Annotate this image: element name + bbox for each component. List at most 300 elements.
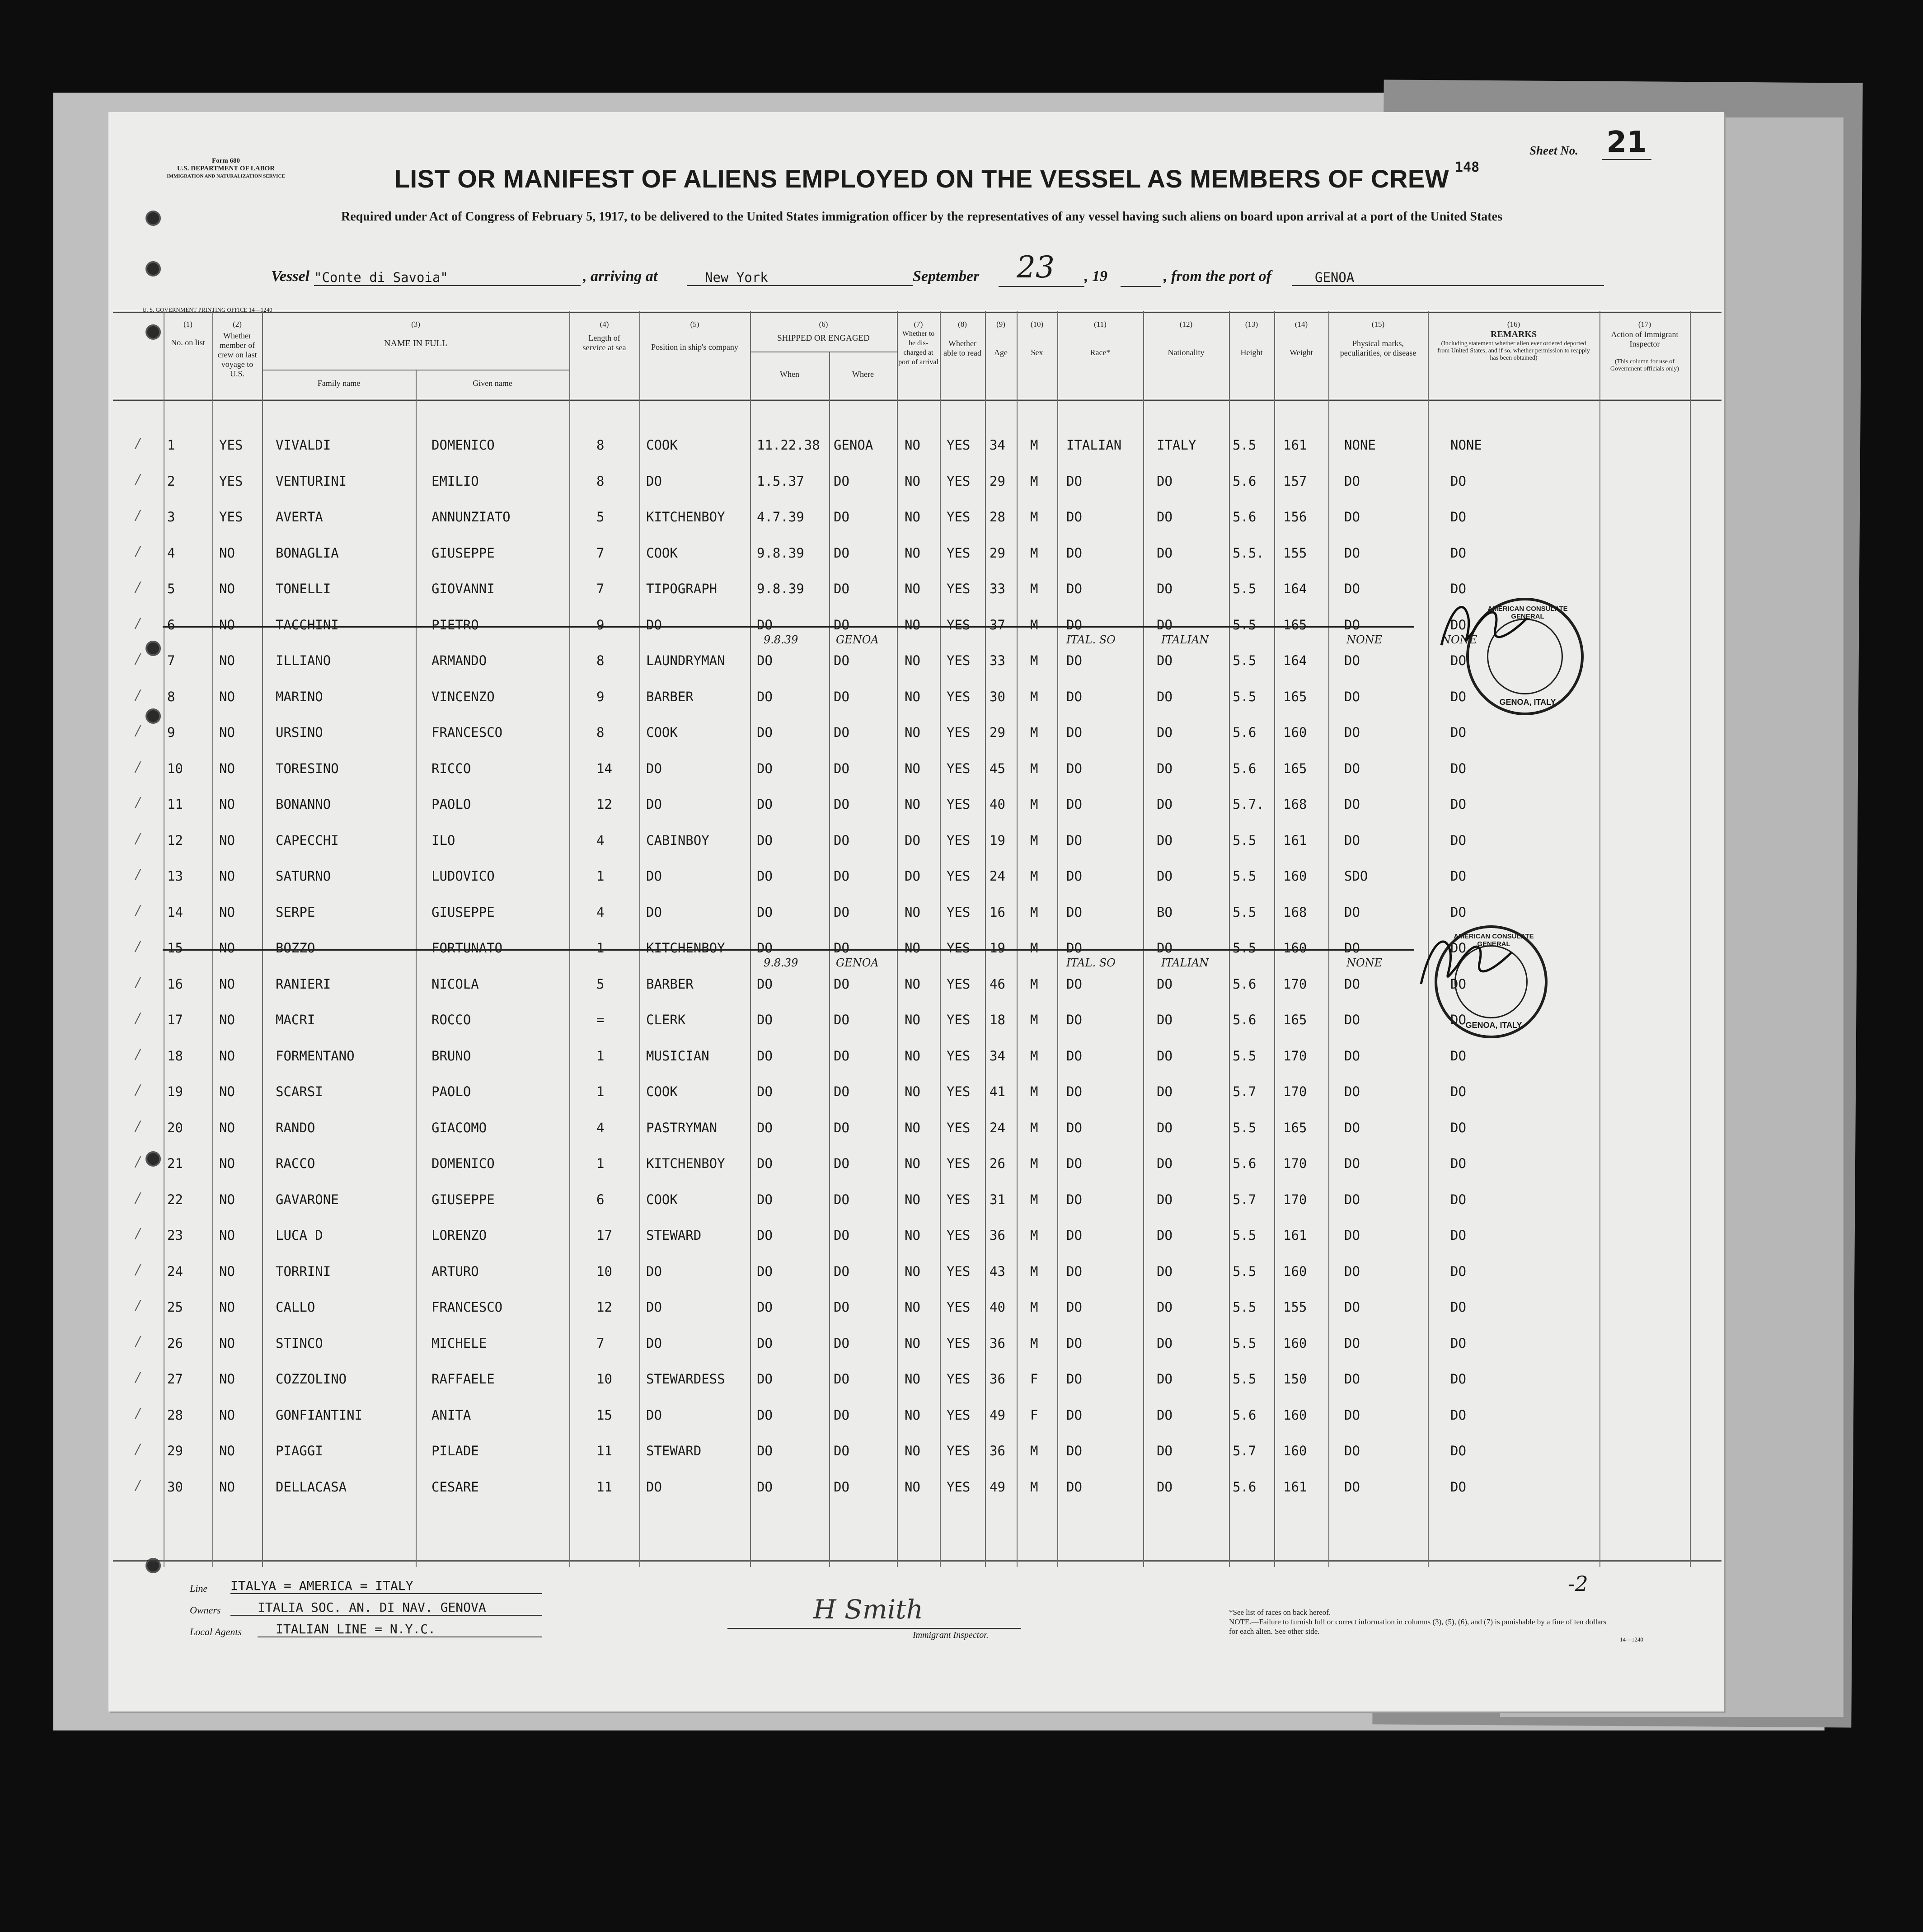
cell-sex: M: [1030, 904, 1038, 920]
cell-last-voyage: NO: [219, 1012, 235, 1027]
cell-age: 41: [990, 1084, 1005, 1099]
cell-given-name: DOMENICO: [432, 1156, 495, 1171]
service: IMMIGRATION AND NATURALIZATION SERVICE: [167, 174, 285, 179]
cell-nationality: DO: [1157, 1120, 1173, 1135]
col-header-discharged: Whether to be dis-charged at port of arrival: [898, 330, 938, 366]
check-mark: /: [136, 1154, 141, 1170]
cell-physical-marks: DO: [1344, 1048, 1360, 1064]
cell-race: DO: [1066, 1371, 1082, 1387]
cell-shipped-when: DO: [757, 1012, 773, 1027]
cell-position: COOK: [646, 1084, 678, 1099]
cell-physical-marks: DO: [1344, 545, 1360, 561]
cell-service-length: 9: [596, 689, 605, 704]
cell-service-length: 4: [596, 904, 605, 920]
cell-row-number: 1: [167, 437, 175, 453]
check-mark: /: [136, 759, 141, 775]
col-header-remarks-note: (Including statement whether alien ever ordered deported from United States, and if so, whether permission to reapply has been obtained): [1437, 340, 1590, 361]
cell-discharged: NO: [905, 617, 920, 633]
check-mark: /: [136, 1082, 141, 1098]
table-row: [108, 1080, 1724, 1107]
cell-sex: M: [1030, 1299, 1038, 1315]
form-code: 14—1240: [1620, 1636, 1643, 1643]
cell-given-name: DOMENICO: [432, 437, 495, 453]
cell-able-to-read: YES: [947, 545, 971, 561]
cell-nationality: DO: [1157, 653, 1173, 668]
cell-weight: 161: [1283, 1228, 1307, 1243]
cell-given-name: ARTURO: [432, 1263, 479, 1279]
cell-family-name: VIVALDI: [276, 437, 331, 453]
cell-given-name: NICOLA: [432, 976, 479, 992]
cell-position: BARBER: [646, 689, 694, 704]
cell-service-length: 12: [596, 1299, 612, 1315]
cell-race: DO: [1066, 545, 1082, 561]
cell-service-length: =: [596, 1012, 605, 1027]
cell-physical-marks: DO: [1344, 509, 1360, 525]
cell-physical-marks: DO: [1344, 1407, 1360, 1423]
cell-height: 5.6: [1233, 725, 1257, 740]
col-num-7: (7): [914, 320, 923, 328]
cell-shipped-where: GENOA: [834, 437, 873, 453]
cell-sex: M: [1030, 976, 1038, 992]
cell-race: DO: [1066, 940, 1082, 956]
cell-weight: 160: [1283, 1407, 1307, 1423]
cell-sex: M: [1030, 725, 1038, 740]
cell-remarks: DO: [1450, 1263, 1466, 1279]
cell-age: 29: [990, 725, 1005, 740]
check-mark: /: [136, 1261, 141, 1278]
cell-able-to-read: YES: [947, 1299, 971, 1315]
table-row: [108, 470, 1724, 497]
cell-age: 18: [990, 1012, 1005, 1027]
col-header-nationality: Nationality: [1168, 348, 1205, 357]
cell-able-to-read: YES: [947, 1048, 971, 1064]
cell-position: STEWARD: [646, 1443, 702, 1458]
cell-shipped-when: 1.5.37: [757, 473, 804, 489]
table-row: [108, 1440, 1724, 1467]
cell-sex: M: [1030, 545, 1038, 561]
check-mark: /: [136, 1190, 141, 1206]
stamp-text-bottom: GENOA, ITALY: [1499, 698, 1556, 707]
cell-physical-marks: DO: [1344, 1263, 1360, 1279]
cell-row-number: 21: [167, 1156, 183, 1171]
cell-last-voyage: NO: [219, 832, 235, 848]
cell-race: DO: [1066, 689, 1082, 704]
cell-physical-marks: DO: [1344, 1228, 1360, 1243]
cell-sex: M: [1030, 1084, 1038, 1099]
stamp-text-bottom: GENOA, ITALY: [1465, 1021, 1522, 1030]
cell-remarks: DO: [1450, 1084, 1466, 1099]
col-header-family-name: Family name: [317, 379, 361, 388]
cell-age: 49: [990, 1407, 1005, 1423]
cell-nationality: DO: [1157, 1479, 1173, 1495]
cell-remarks: DO: [1450, 904, 1466, 920]
cell-nationality: DO: [1157, 760, 1173, 776]
cell-row-number: 23: [167, 1228, 183, 1243]
form-number: Form 680: [211, 157, 240, 164]
col-header-weight: Weight: [1290, 348, 1313, 357]
cell-race: DO: [1066, 976, 1082, 992]
cell-row-number: 11: [167, 797, 183, 812]
table-row: [108, 1332, 1724, 1359]
cell-physical-marks: DO: [1344, 940, 1360, 956]
cell-last-voyage: YES: [219, 509, 243, 525]
col-header-age: Age: [994, 348, 1008, 357]
cell-race: DO: [1066, 797, 1082, 812]
cell-position: DO: [646, 1479, 662, 1495]
cell-race: DO: [1066, 473, 1082, 489]
cell-nationality: BO: [1157, 904, 1173, 920]
cell-able-to-read: YES: [947, 1084, 971, 1099]
cell-shipped-where: DO: [834, 1479, 849, 1495]
cell-race: DO: [1066, 1084, 1082, 1099]
cell-remarks: DO: [1450, 1048, 1466, 1064]
cell-discharged: NO: [905, 1120, 920, 1135]
cell-age: 36: [990, 1335, 1005, 1351]
col-header-shipped: SHIPPED OR ENGAGED: [777, 333, 870, 343]
cell-physical-marks: DO: [1344, 653, 1360, 668]
cell-row-number: 5: [167, 581, 175, 596]
strike-through-line: [163, 949, 1414, 951]
cell-able-to-read: YES: [947, 1156, 971, 1171]
col-num-2: (2): [233, 320, 242, 328]
vessel-line: [271, 250, 1672, 291]
cell-race: DO: [1066, 1443, 1082, 1458]
cell-age: 33: [990, 653, 1005, 668]
cell-height: 5.6: [1233, 1156, 1257, 1171]
cell-able-to-read: YES: [947, 904, 971, 920]
cell-service-length: 14: [596, 760, 612, 776]
cell-race: DO: [1066, 509, 1082, 525]
col-header-read: Whether able to read: [943, 339, 981, 357]
cell-last-voyage: NO: [219, 617, 235, 633]
col-header-no: No. on list: [171, 338, 205, 347]
col-num-1: (1): [183, 320, 192, 328]
cell-service-length: 9: [596, 617, 605, 633]
cell-position: DO: [646, 473, 662, 489]
cell-row-number: 19: [167, 1084, 183, 1099]
cell-family-name: FORMENTANO: [276, 1048, 355, 1064]
cell-age: 33: [990, 581, 1005, 596]
cell-shipped-when: DO: [757, 1407, 773, 1423]
cell-last-voyage: NO: [219, 725, 235, 740]
cell-row-number: 24: [167, 1263, 183, 1279]
col-num-12: (12): [1179, 320, 1193, 328]
cell-able-to-read: YES: [947, 1012, 971, 1027]
cell-family-name: BONANNO: [276, 797, 331, 812]
cell-position: LAUNDRYMAN: [646, 653, 725, 668]
footer-owner-block: [190, 1578, 687, 1669]
cell-height: 5.5.: [1233, 545, 1264, 561]
cell-service-length: 11: [596, 1479, 612, 1495]
cell-discharged: DO: [905, 868, 920, 884]
cell-height: 5.7.: [1233, 797, 1264, 812]
cell-sex: M: [1030, 509, 1038, 525]
cell-able-to-read: YES: [947, 617, 971, 633]
cell-position: STEWARDESS: [646, 1371, 725, 1387]
cell-remarks: DO: [1450, 832, 1466, 848]
from-port-label: , from the port of: [1163, 268, 1271, 285]
cell-physical-marks: DO: [1344, 1012, 1360, 1027]
cell-race: DO: [1066, 1012, 1082, 1027]
cell-height: 5.5: [1233, 617, 1257, 633]
cell-family-name: URSINO: [276, 725, 323, 740]
cell-given-name: EMILIO: [432, 473, 479, 489]
cell-last-voyage: NO: [219, 1084, 235, 1099]
cell-height: 5.5: [1233, 1263, 1257, 1279]
cell-remarks: DO: [1450, 1371, 1466, 1387]
cell-able-to-read: YES: [947, 832, 971, 848]
cell-discharged: NO: [905, 653, 920, 668]
cell-position: KITCHENBOY: [646, 1156, 725, 1171]
cell-nationality: DO: [1157, 868, 1173, 884]
handwritten-hand-where: GENOA: [836, 957, 879, 969]
cell-remarks: DO: [1450, 1479, 1466, 1495]
col-header-remarks: REMARKS: [1490, 329, 1537, 339]
cell-physical-marks: DO: [1344, 581, 1360, 596]
cell-shipped-when: DO: [757, 1263, 773, 1279]
cell-remarks: DO: [1450, 868, 1466, 884]
cell-position: KITCHENBOY: [646, 940, 725, 956]
cell-nationality: DO: [1157, 1263, 1173, 1279]
cell-position: MUSICIAN: [646, 1048, 709, 1064]
cell-service-length: 10: [596, 1263, 612, 1279]
check-mark: /: [136, 436, 141, 451]
cell-weight: 160: [1283, 1335, 1307, 1351]
cell-service-length: 15: [596, 1407, 612, 1423]
cell-shipped-where: DO: [834, 581, 849, 596]
cell-last-voyage: NO: [219, 1048, 235, 1064]
cell-row-number: 22: [167, 1191, 183, 1207]
cell-height: 5.6: [1233, 1479, 1257, 1495]
cell-remarks: DO: [1450, 725, 1466, 740]
cell-weight: 161: [1283, 437, 1307, 453]
cell-sex: F: [1030, 1371, 1038, 1387]
cell-weight: 168: [1283, 904, 1307, 920]
cell-sex: M: [1030, 1479, 1038, 1495]
cell-age: 31: [990, 1191, 1005, 1207]
cell-age: 26: [990, 1156, 1005, 1171]
cell-given-name: ARMANDO: [432, 653, 487, 668]
cell-row-number: 9: [167, 725, 175, 740]
cell-family-name: PIAGGI: [276, 1443, 323, 1458]
cell-weight: 161: [1283, 832, 1307, 848]
cell-able-to-read: YES: [947, 1335, 971, 1351]
cell-able-to-read: YES: [947, 1479, 971, 1495]
cell-service-length: 11: [596, 1443, 612, 1458]
cell-race: DO: [1066, 832, 1082, 848]
cell-physical-marks: SDO: [1344, 868, 1368, 884]
arrival-port: New York: [687, 270, 913, 286]
cell-shipped-when: DO: [757, 1156, 773, 1171]
cell-last-voyage: NO: [219, 1191, 235, 1207]
table-row: [108, 1296, 1724, 1323]
cell-shipped-when: DO: [757, 940, 773, 956]
cell-sex: M: [1030, 1228, 1038, 1243]
cell-able-to-read: YES: [947, 581, 971, 596]
cell-family-name: CALLO: [276, 1299, 315, 1315]
vessel-label: Vessel: [271, 268, 310, 285]
cell-family-name: RANIERI: [276, 976, 331, 992]
cell-family-name: MARINO: [276, 689, 323, 704]
cell-shipped-when: 9.8.39: [757, 581, 804, 596]
col-header-given-name: Given name: [473, 379, 512, 388]
cell-weight: 168: [1283, 797, 1307, 812]
cell-given-name: GIOVANNI: [432, 581, 495, 596]
cell-able-to-read: YES: [947, 976, 971, 992]
strike-through-line: [163, 626, 1414, 628]
cell-discharged: NO: [905, 581, 920, 596]
cell-given-name: FRANCESCO: [432, 725, 503, 740]
cell-family-name: RACCO: [276, 1156, 315, 1171]
cell-physical-marks: DO: [1344, 1371, 1360, 1387]
cell-row-number: 28: [167, 1407, 183, 1423]
cell-sex: M: [1030, 797, 1038, 812]
cell-family-name: BONAGLIA: [276, 545, 339, 561]
cell-remarks: DO: [1450, 545, 1466, 561]
cell-service-length: 12: [596, 797, 612, 812]
cell-remarks: DO: [1450, 1012, 1466, 1027]
cell-discharged: NO: [905, 1443, 920, 1458]
cell-nationality: DO: [1157, 1048, 1173, 1064]
col-header-sex: Sex: [1031, 348, 1043, 357]
cell-physical-marks: DO: [1344, 832, 1360, 848]
cell-height: 5.6: [1233, 1012, 1257, 1027]
cell-position: DO: [646, 617, 662, 633]
cell-last-voyage: YES: [219, 437, 243, 453]
cell-sex: F: [1030, 1407, 1038, 1423]
cell-last-voyage: NO: [219, 1371, 235, 1387]
consular-signature: [1432, 591, 1541, 659]
cell-able-to-read: YES: [947, 1263, 971, 1279]
line-value: ITALYA = AMERICA = ITALY: [230, 1578, 542, 1594]
table-row: [108, 1045, 1724, 1072]
cell-last-voyage: NO: [219, 653, 235, 668]
owners-label: Owners: [190, 1604, 221, 1616]
cell-given-name: LUDOVICO: [432, 868, 495, 884]
cell-age: 37: [990, 617, 1005, 633]
check-mark: /: [136, 1226, 141, 1242]
cell-family-name: RANDO: [276, 1120, 315, 1135]
cell-discharged: NO: [905, 1012, 920, 1027]
col-num-13: (13): [1245, 320, 1258, 328]
check-mark: /: [136, 723, 141, 739]
check-mark: /: [136, 687, 141, 703]
cell-race: DO: [1066, 1120, 1082, 1135]
check-mark: /: [136, 938, 141, 954]
cell-shipped-where: DO: [834, 1228, 849, 1243]
cell-shipped-where: DO: [834, 1407, 849, 1423]
cell-discharged: NO: [905, 1479, 920, 1495]
col-num-15: (15): [1371, 320, 1385, 328]
cell-position: COOK: [646, 545, 678, 561]
cell-weight: 164: [1283, 653, 1307, 668]
cell-row-number: 16: [167, 976, 183, 992]
handwritten-hand-marks: NONE: [1346, 957, 1383, 969]
cell-weight: 160: [1283, 1443, 1307, 1458]
cell-service-length: 7: [596, 581, 605, 596]
cell-row-number: 6: [167, 617, 175, 633]
cell-age: 40: [990, 797, 1005, 812]
manifest-sheet: [108, 112, 1724, 1712]
cell-shipped-when: 9.8.39: [757, 545, 804, 561]
cell-weight: 170: [1283, 1048, 1307, 1064]
page-title: LIST OR MANIFEST OF ALIENS EMPLOYED ON THE VESSEL AS MEMBERS OF CREW: [394, 164, 1449, 193]
cell-nationality: ITALY: [1157, 437, 1196, 453]
check-mark: /: [136, 1010, 141, 1026]
cell-able-to-read: YES: [947, 509, 971, 525]
cell-age: 28: [990, 509, 1005, 525]
department: U.S. DEPARTMENT OF LABOR: [177, 165, 275, 172]
cell-last-voyage: NO: [219, 1479, 235, 1495]
cell-shipped-where: DO: [834, 509, 849, 525]
cell-given-name: ANITA: [432, 1407, 471, 1423]
table-row: [108, 865, 1724, 892]
col-num-9: (9): [996, 320, 1005, 328]
cell-service-length: 7: [596, 1335, 605, 1351]
cell-family-name: BOZZO: [276, 940, 315, 956]
cell-remarks: DO: [1450, 1335, 1466, 1351]
cell-position: COOK: [646, 437, 678, 453]
cell-family-name: DELLACASA: [276, 1479, 347, 1495]
cell-family-name: COZZOLINO: [276, 1371, 347, 1387]
cell-nationality: DO: [1157, 1156, 1173, 1171]
cell-height: 5.5: [1233, 904, 1257, 920]
cell-shipped-where: DO: [834, 760, 849, 776]
cell-nationality: DO: [1157, 617, 1173, 633]
cell-remarks: DO: [1450, 1407, 1466, 1423]
cell-able-to-read: YES: [947, 1120, 971, 1135]
handwritten-hand-race: ITAL. SO: [1066, 633, 1116, 646]
cell-physical-marks: DO: [1344, 1191, 1360, 1207]
cell-given-name: RAFFAELE: [432, 1371, 495, 1387]
cell-service-length: 10: [596, 1371, 612, 1387]
cell-given-name: PIETRO: [432, 617, 479, 633]
cell-weight: 156: [1283, 509, 1307, 525]
handwritten-hand-nationality: ITALIAN: [1161, 633, 1209, 646]
handwritten-hand-when: 9.8.39: [764, 633, 798, 646]
col-num-5: (5): [690, 320, 699, 328]
cell-discharged: NO: [905, 1156, 920, 1171]
check-mark: /: [136, 471, 141, 488]
cell-age: 19: [990, 832, 1005, 848]
cell-height: 5.7: [1233, 1191, 1257, 1207]
cell-position: DO: [646, 760, 662, 776]
cell-age: 34: [990, 1048, 1005, 1064]
cell-position: STEWARD: [646, 1228, 702, 1243]
check-mark: /: [136, 1369, 141, 1385]
cell-given-name: LORENZO: [432, 1228, 487, 1243]
check-mark: /: [136, 1441, 141, 1457]
cell-service-length: 8: [596, 725, 605, 740]
cell-able-to-read: YES: [947, 1228, 971, 1243]
cell-height: 5.5: [1233, 581, 1257, 596]
cell-shipped-where: DO: [834, 1263, 849, 1279]
consular-signature: [1414, 921, 1523, 998]
cell-weight: 150: [1283, 1371, 1307, 1387]
cell-sex: M: [1030, 1156, 1038, 1171]
check-mark: /: [136, 1477, 141, 1493]
cell-discharged: NO: [905, 940, 920, 956]
cell-shipped-when: DO: [757, 797, 773, 812]
cell-family-name: VENTURINI: [276, 473, 347, 489]
cell-height: 5.5: [1233, 653, 1257, 668]
cell-discharged: NO: [905, 797, 920, 812]
cell-discharged: NO: [905, 1048, 920, 1064]
cell-given-name: MICHELE: [432, 1335, 487, 1351]
cell-service-length: 4: [596, 1120, 605, 1135]
cell-shipped-when: 11.22.38: [757, 437, 820, 453]
cell-position: PASTRYMAN: [646, 1120, 718, 1135]
